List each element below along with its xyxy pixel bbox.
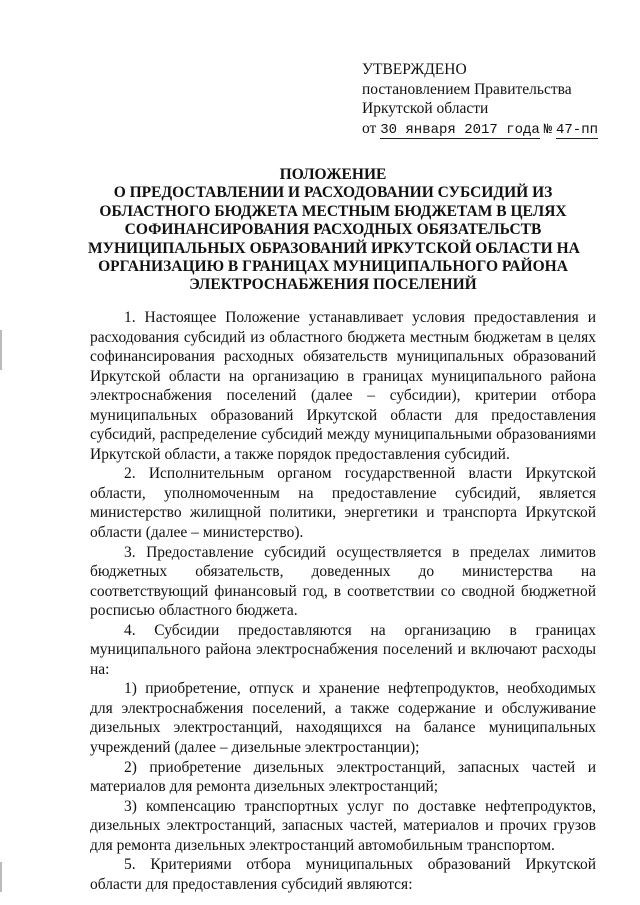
scan-margin-mark [0,330,2,370]
title-line: ЭЛЕКТРОСНАБЖЕНИЯ ПОСЕЛЕНИЙ [189,276,477,294]
approval-issuer: постановлением Правительства [362,80,572,98]
approval-number: 47-пп [556,121,599,138]
paragraph-4-item-2: 2) приобретение дизельных электростанций, запасных частей и материалов для ремонта дизельных электростанций; [90,758,596,796]
paragraph-3: 3. Предоставление субсидий осуществляется в пределах лимитов бюджетных обязательств, доведенных до министерства на соответствующий финансовый год, в соответствии со сводной бюджетной росписью областного бюджета. [90,543,596,620]
approval-number-sign: № [543,121,553,138]
paragraph-4-item-3: 3) компенсацию транспортных услуг по доставке нефтепродуктов, дизельных электростанций, запасных частей, материалов и прочих грузов для ремонта дизельных электростанций автомобильным транспортом. [90,797,596,854]
title-line: МУНИЦИПАЛЬНЫХ ОБРАЗОВАНИЙ ИРКУТСКОЙ ОБЛАСТИ НА [88,239,580,257]
approval-date-prefix: от [362,119,377,137]
title-line: ОБЛАСТНОГО БЮДЖЕТА МЕСТНЫМ БЮДЖЕТАМ В ЦЕЛЯХ [99,202,567,220]
paragraph-5: 5. Критериями отбора муниципальных образований Иркутской области для предоставления субсидий являются: [90,856,596,893]
document-body [90,308,596,894]
title-line: ОРГАНИЗАЦИЮ В ГРАНИЦАХ МУНИЦИПАЛЬНОГО РАЙОНА [98,258,568,276]
approval-date: 30 января 2017 года [380,121,540,138]
title-line: О ПРЕДОСТАВЛЕНИИ И РАСХОДОВАНИИ СУБСИДИЙ ИЗ [113,184,553,202]
approval-date-line [362,119,622,141]
approval-block [362,60,622,140]
approval-region: Иркутской области [362,100,489,118]
scan-margin-mark [0,862,2,892]
paragraph-4: 4. Субсидии предоставляются на организацию в границах муниципального района электроснабжения поселений и включают расходы на: [90,621,596,678]
paragraph-1: 1. Настоящее Положение устанавливает условия предоставления и расходования субсидий из областного бюджета местным бюджетам в целях софинансирования расходных обязательств муниципальных образований Иркутской области на организацию в границах муниципального района электроснабжения поселений (далее – субсидии), критерии отбора муниципальных образований Иркутской области для предоставления субсидий, распределение субсидий между муниципальными образованиями Иркутской области, а также порядок предоставления субсидий. [90,309,596,463]
approval-heading: УТВЕРЖДЕНО [362,61,467,78]
title-line: СОФИНАНСИРОВАНИЯ РАСХОДНЫХ ОБЯЗАТЕЛЬСТВ [124,221,542,239]
title-line: ПОЛОЖЕНИЕ [279,166,387,183]
document-title [88,166,578,295]
paragraph-2: 2. Исполнительным органом государственной власти Иркутской области, уполномоченным на предоставление субсидий, является министерство жилищной политики, энергетики и транспорта Иркутской области (далее – министерство). [90,465,596,542]
paragraph-4-item-1: 1) приобретение, отпуск и хранение нефтепродуктов, необходимых для электроснабжения поселений, а также содержание и обслуживание дизельных электростанций, находящихся на балансе муниципальных учреждений (далее – дизельные электростанции); [90,680,596,757]
